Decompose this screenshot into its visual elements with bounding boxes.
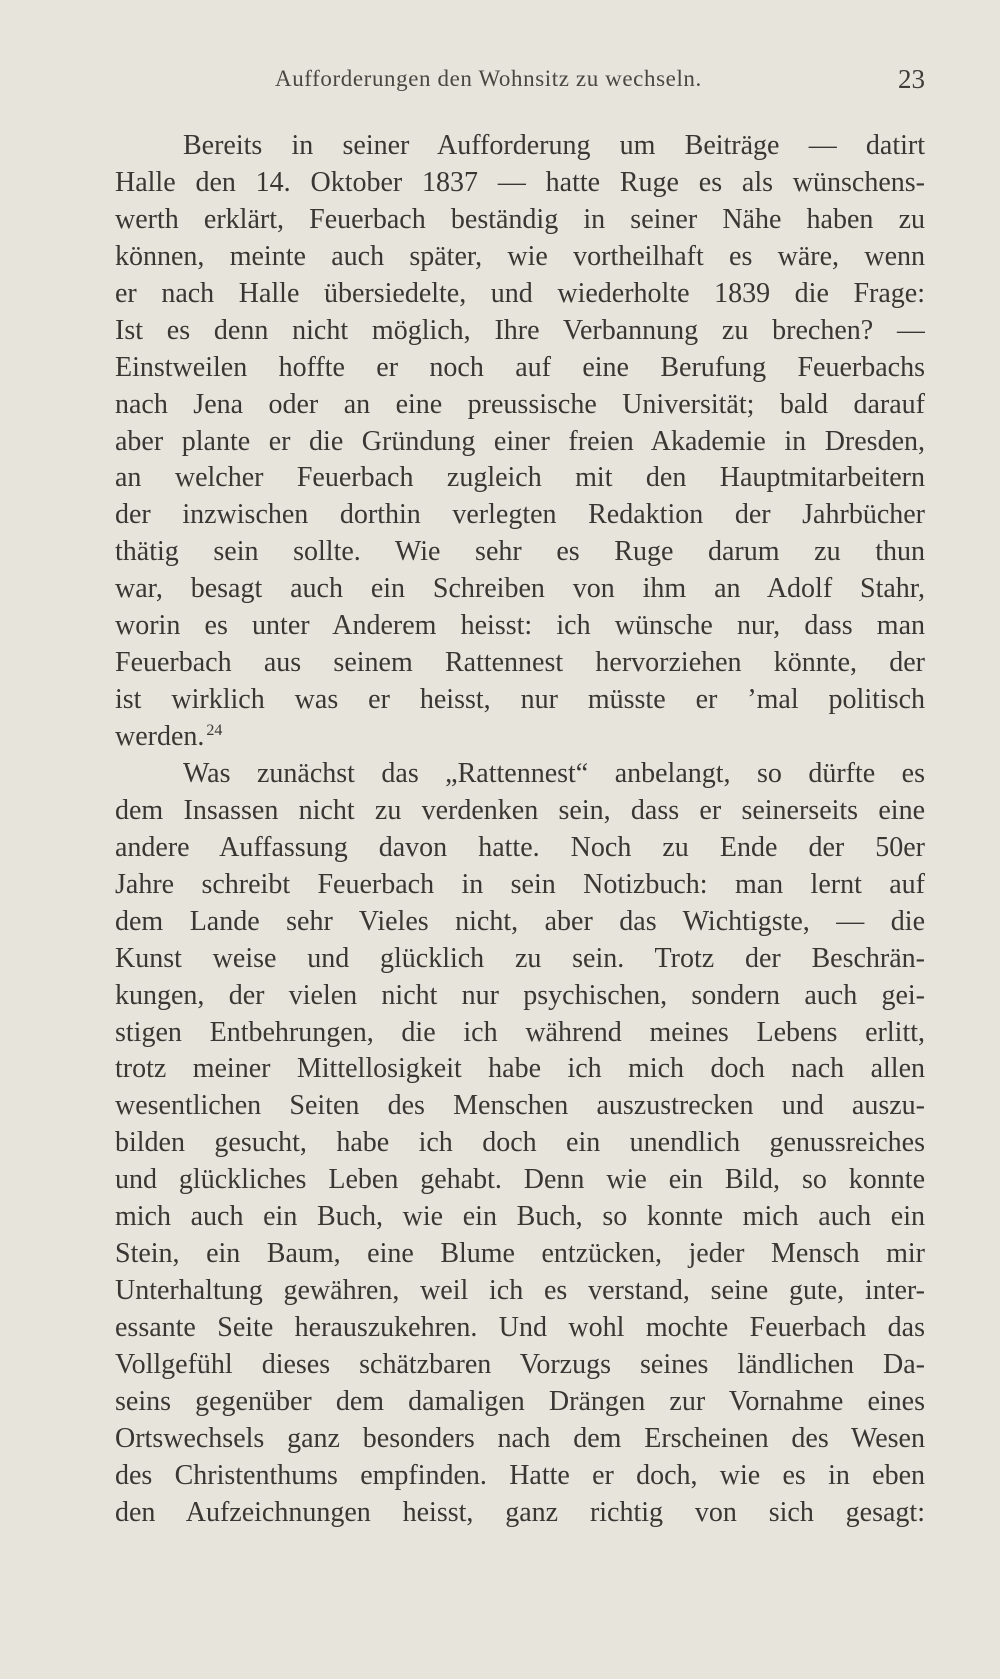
text-line: trotz meiner Mittellosigkeit habe ich mich doch nach allen: [115, 1053, 925, 1085]
running-title: Aufforderungen den Wohnsitz zu wechseln.: [275, 66, 702, 91]
text-line-segment: werden.: [115, 721, 205, 752]
text-line: kungen, der vielen nicht nur psychischen, sondern auch gei-: [115, 979, 925, 1011]
page-number: 23: [898, 64, 925, 94]
paragraph-end-line: [115, 719, 925, 756]
text-line: nach Jena oder an eine preussische Universität; bald darauf: [115, 388, 925, 420]
text-line: Ist es denn nicht möglich, Ihre Verbannung zu brechen? —: [115, 314, 925, 346]
text-line: Stein, ein Baum, eine Blume entzücken, jeder Mensch mir: [115, 1238, 925, 1270]
text-line: er nach Halle übersiedelte, und wiederholte 1839 die Frage:: [115, 277, 925, 309]
text-line: Vollgefühl dieses schätzbaren Vorzugs seines ländlichen Da-: [115, 1348, 925, 1380]
text-line: Unterhaltung gewähren, weil ich es verstand, seine gute, inter-: [115, 1275, 925, 1307]
text-line: Ortswechsels ganz besonders nach dem Erscheinen des Wesen: [115, 1422, 925, 1454]
text-line: Feuerbach aus seinem Rattennest hervorziehen könnte, der: [115, 647, 925, 679]
text-line: aber plante er die Gründung einer freien Akademie in Dresden,: [115, 425, 925, 457]
text-line: des Christenthums empfinden. Hatte er doch, wie es in eben: [115, 1459, 925, 1491]
text-line: Bereits in seiner Aufforderung um Beiträge — datirt: [183, 130, 925, 161]
text-line: können, meinte auch später, wie vortheilhaft es wäre, wenn: [115, 240, 925, 272]
text-line: bilden gesucht, habe ich doch ein unendlich genussreiches: [115, 1127, 925, 1159]
text-line: mich auch ein Buch, wie ein Buch, so konnte mich auch ein: [115, 1201, 925, 1233]
text-line: wesentlichen Seiten des Menschen auszustrecken und auszu-: [115, 1090, 925, 1122]
text-line: thätig sein sollte. Wie sehr es Ruge darum zu thun: [115, 536, 925, 568]
text-line: essante Seite herauszukehren. Und wohl mochte Feuerbach das: [115, 1312, 925, 1343]
page-header: [115, 66, 925, 106]
text-line: an welcher Feuerbach zugleich mit den Hauptmitarbeitern: [115, 462, 925, 494]
text-line: dem Insassen nicht zu verdenken sein, dass er seinerseits eine: [115, 794, 925, 826]
text-line: ist wirklich was er heisst, nur müsste er ’mal politisch: [115, 684, 925, 716]
body-text: [115, 128, 925, 1532]
text-line: Kunst weise und glücklich zu sein. Trotz der Beschrän-: [115, 942, 925, 974]
text-line: war, besagt auch ein Schreiben von ihm an Adolf Stahr,: [115, 573, 925, 605]
text-line: Jahre schreibt Feuerbach in sein Notizbuch: man lernt auf: [115, 868, 925, 900]
text-line: dem Lande sehr Vieles nicht, aber das Wichtigste, — die: [115, 905, 925, 937]
text-line: den Aufzeichnungen heisst, ganz richtig von sich gesagt:: [115, 1496, 925, 1528]
text-line: Halle den 14. Oktober 1837 — hatte Ruge es als wünschens-: [115, 166, 925, 198]
text-line: andere Auffassung davon hatte. Noch zu Ende der 50er: [115, 831, 925, 863]
footnote-reference[interactable]: 24: [206, 721, 223, 739]
text-line: werth erklärt, Feuerbach beständig in seiner Nähe haben zu: [115, 203, 925, 235]
text-line: Was zunächst das „Rattennest“ anbelangt, so dürfte es: [183, 757, 925, 789]
text-line: Einstweilen hoffte er noch auf eine Berufung Feuerbachs: [115, 351, 925, 383]
text-line: stigen Entbehrungen, die ich während meines Lebens erlitt,: [115, 1016, 925, 1048]
text-line: und glückliches Leben gehabt. Denn wie ein Bild, so konnte: [115, 1164, 925, 1196]
text-line: der inzwischen dorthin verlegten Redaktion der Jahrbücher: [115, 499, 925, 531]
text-line: seins gegenüber dem damaligen Drängen zur Vornahme eines: [115, 1385, 925, 1417]
text-line: worin es unter Anderem heisst: ich wünsche nur, dass man: [115, 610, 925, 642]
